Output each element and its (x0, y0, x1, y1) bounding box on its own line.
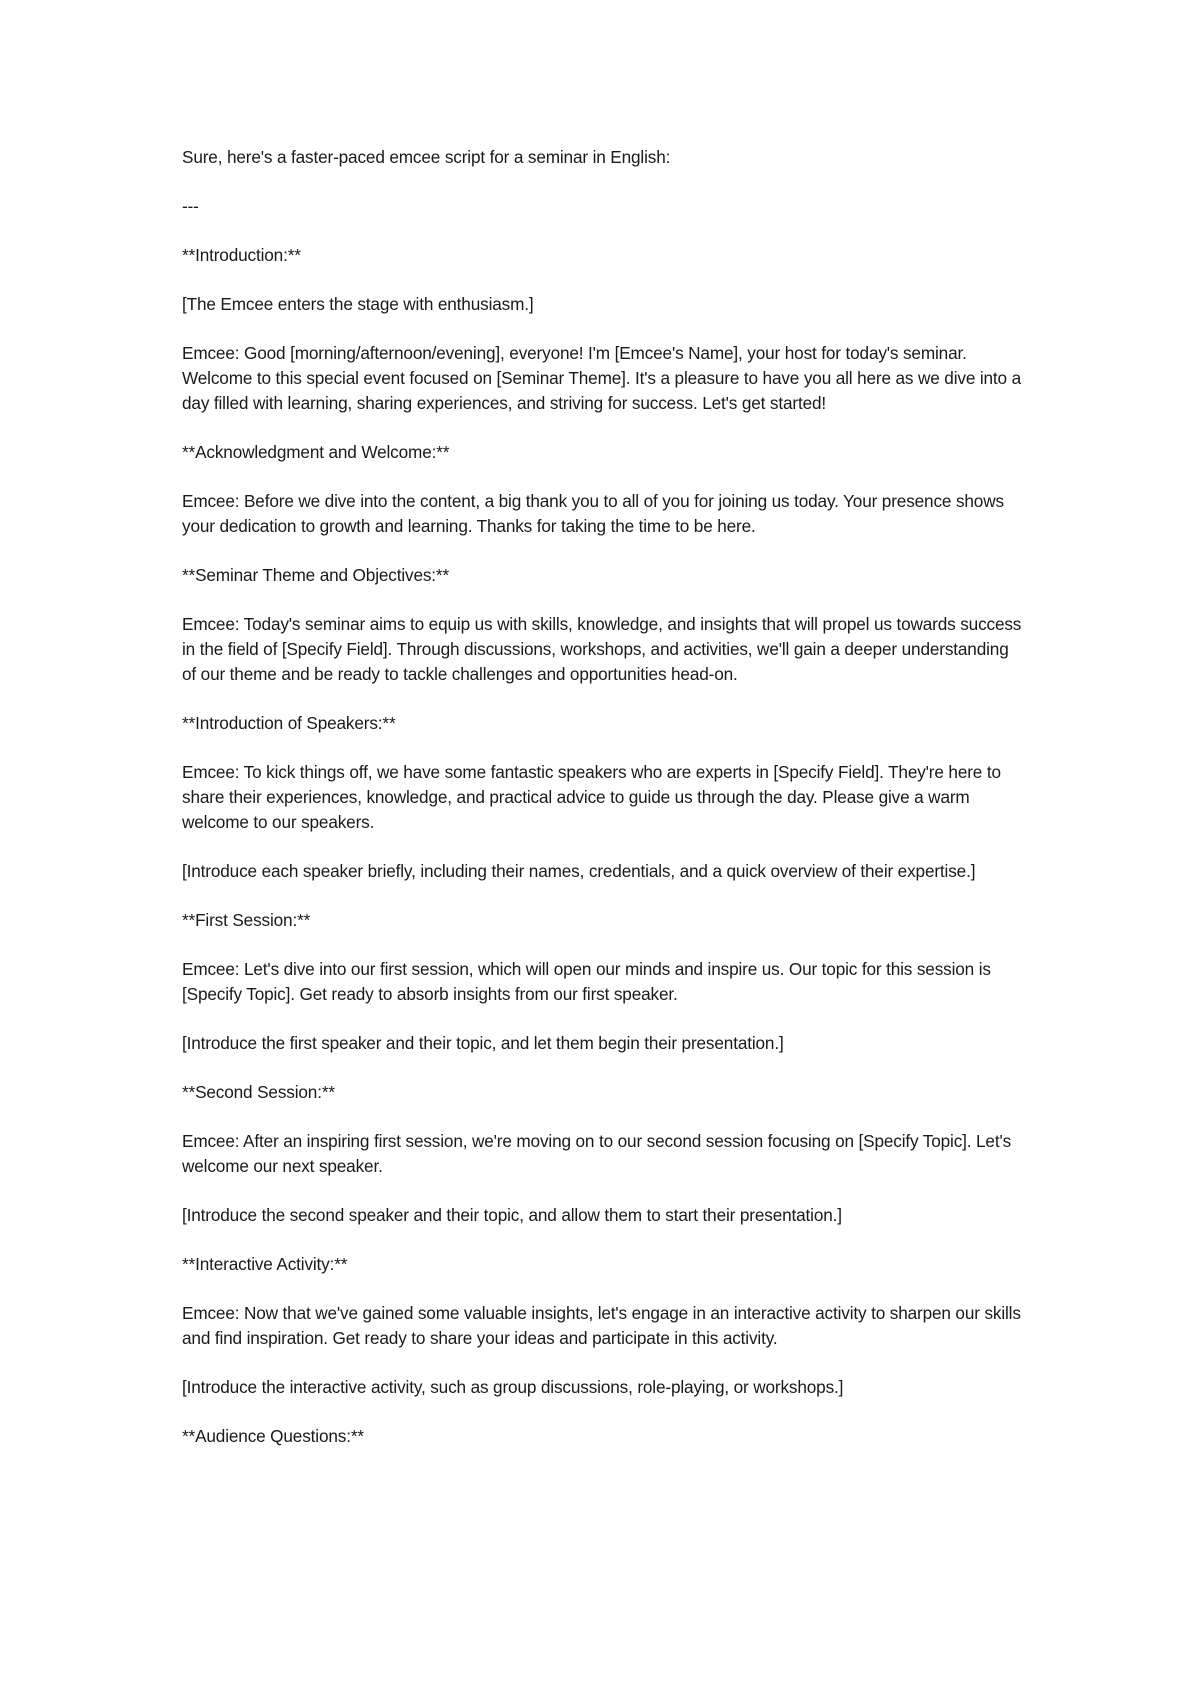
document-body (182, 145, 1022, 1473)
paragraph-interactive-activity: Emcee: Now that we've gained some valuable insights, let's engage in an interactive activity to sharpen our skills and find inspiration. Get ready to share your ideas and participate in this activity. (182, 1303, 1021, 1348)
intro-line: Sure, here's a faster-paced emcee script for a seminar in English: (182, 147, 671, 167)
heading-introduction: **Introduction:** (182, 245, 301, 265)
paragraph-second-session: Emcee: After an inspiring first session, we're moving on to our second session focusing on [Specify Topic]. Let's welcome our next speaker. (182, 1131, 1012, 1176)
stage-direction-interactive-activity: [Introduce the interactive activity, such as group discussions, role-playing, or workshops.] (182, 1377, 844, 1397)
stage-direction-enter: [The Emcee enters the stage with enthusiasm.] (182, 294, 534, 314)
heading-first-session: **First Session:** (182, 910, 311, 930)
stage-direction-speakers: [Introduce each speaker briefly, including their names, credentials, and a quick overview of their expertise.] (182, 861, 976, 881)
paragraph-objectives: Emcee: Today's seminar aims to equip us with skills, knowledge, and insights that will propel us towards success in the field of [Specify Field]. Through discussions, workshops, and activities, we'll gain a deeper understanding of our theme and be ready to tackle challenges and opportunities head-on. (182, 614, 1022, 684)
heading-audience-questions: **Audience Questions:** (182, 1426, 364, 1446)
stage-direction-second-session: [Introduce the second speaker and their topic, and allow them to start their presentation.] (182, 1205, 842, 1225)
heading-second-session: **Second Session:** (182, 1082, 335, 1102)
stage-direction-first-session: [Introduce the first speaker and their topic, and let them begin their presentation.] (182, 1033, 784, 1053)
paragraph-thanks: Emcee: Before we dive into the content, a big thank you to all of you for joining us today. Your presence shows your dedication to growth and learning. Thanks for taking the time to be here. (182, 491, 1004, 536)
heading-theme-objectives: **Seminar Theme and Objectives:** (182, 565, 450, 585)
separator: --- (182, 196, 199, 216)
paragraph-first-session: Emcee: Let's dive into our first session, which will open our minds and inspire us. Our topic for this session is [Specify Topic]. Get ready to absorb insights from our first speaker. (182, 959, 991, 1004)
heading-interactive-activity: **Interactive Activity:** (182, 1254, 348, 1274)
heading-acknowledgment: **Acknowledgment and Welcome:** (182, 442, 450, 462)
paragraph-welcome: Emcee: Good [morning/afternoon/evening], everyone! I'm [Emcee's Name], your host for today's seminar. Welcome to this special event focused on [Seminar Theme]. It's a pleasure to have you all here as we dive into a day filled with learning, sharing experiences, and striving for success. Let's get started! (182, 343, 1022, 413)
paragraph-speakers: Emcee: To kick things off, we have some fantastic speakers who are experts in [Specify Field]. They're here to share their experiences, knowledge, and practical advice to guide us through the day. Please give a warm welcome to our speakers. (182, 762, 1001, 832)
heading-speakers: **Introduction of Speakers:** (182, 713, 396, 733)
